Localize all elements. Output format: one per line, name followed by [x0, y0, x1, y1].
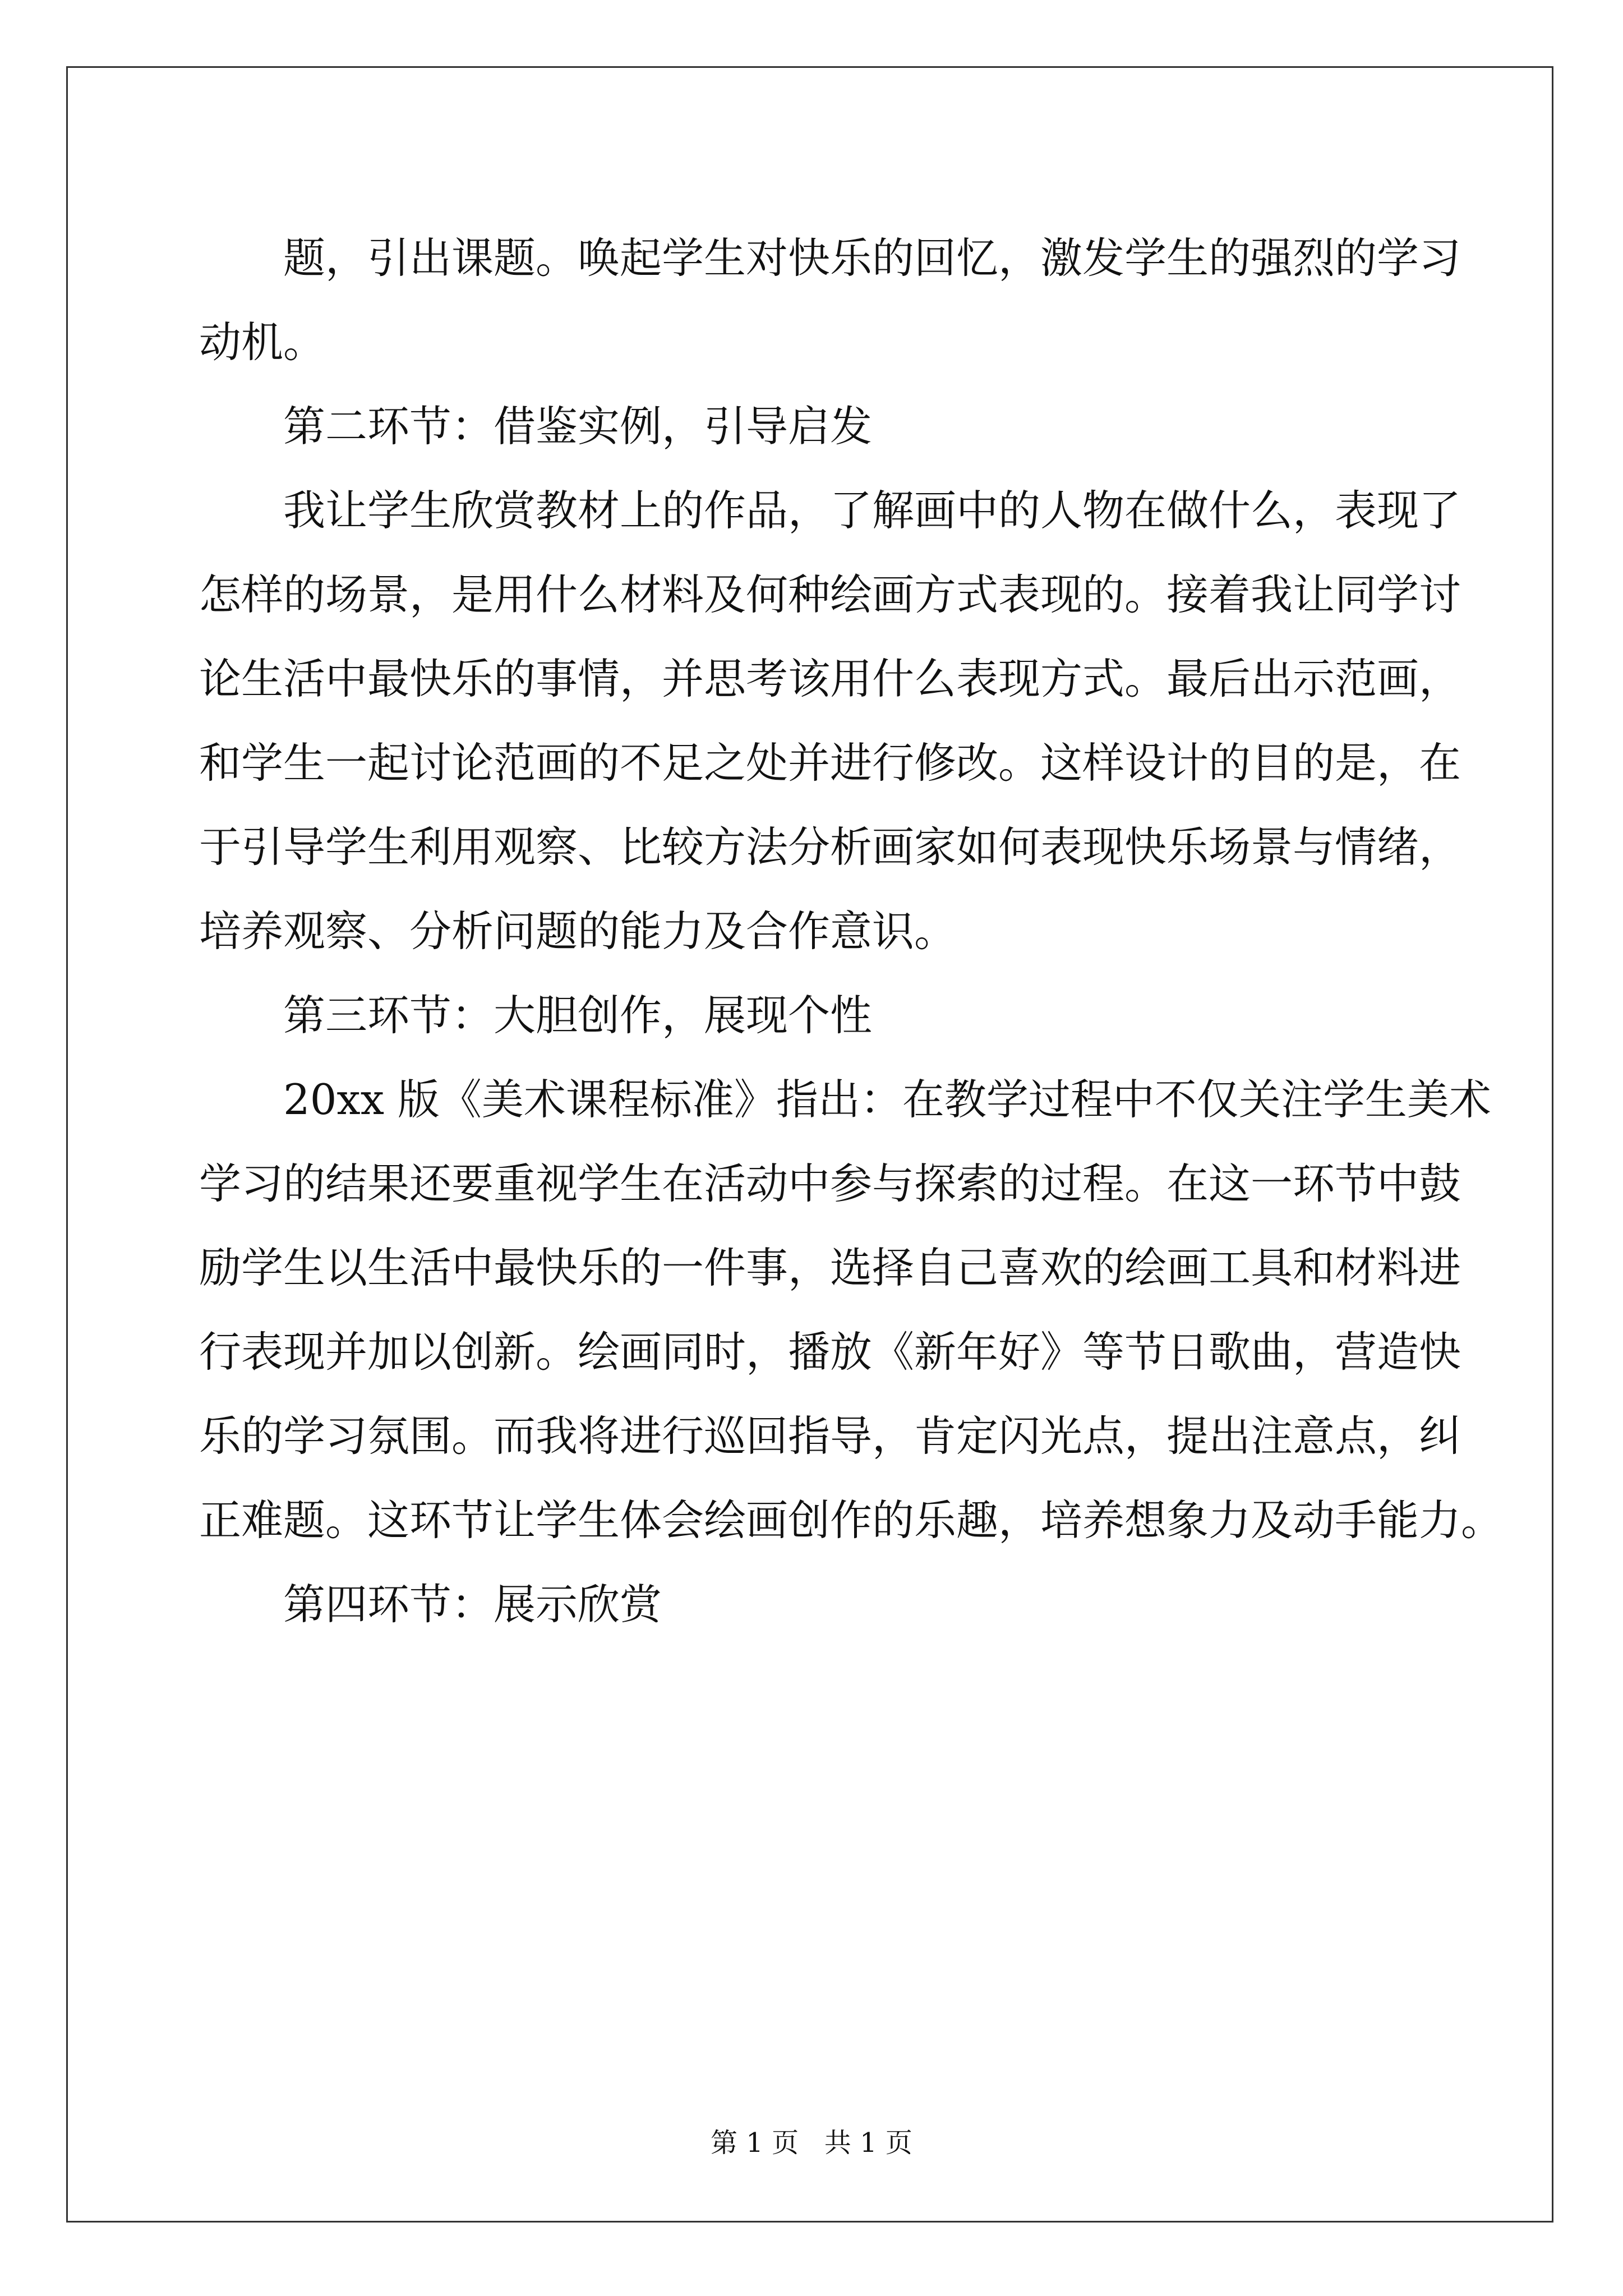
text-line: 怎样的场景，是用什么材料及何种绘画方式表现的。接着我让同学讨	[199, 570, 1461, 619]
page-number: 第 1 页 共 1 页	[711, 2127, 912, 2159]
text-line: 正难题。这环节让学生体会绘画创作的乐趣，培养想象力及动手能力。	[199, 1496, 1504, 1545]
section-heading: 第二环节：借鉴实例，引导启发	[283, 402, 873, 451]
document-body	[199, 216, 1504, 1646]
text-line: 励学生以生活中最快乐的一件事，选择自己喜欢的绘画工具和材料进	[199, 1243, 1461, 1292]
section-heading: 第三环节：大胆创作，展现个性	[283, 991, 873, 1040]
text-line: 乐的学习氛围。而我将进行巡回指导，肯定闪光点，提出注意点，纠	[199, 1411, 1461, 1461]
text-line: 行表现并加以创新。绘画同时，播放《新年好》等节日歌曲，营造快	[199, 1327, 1461, 1377]
page-footer	[0, 2126, 1623, 2160]
text-line: 学习的结果还要重视学生在活动中参与探索的过程。在这一环节中鼓	[199, 1159, 1461, 1208]
text-line: 20xx 版《美术课程标准》指出：在教学过程中不仅关注学生美术	[283, 1075, 1491, 1124]
text-line: 动机。	[199, 318, 326, 367]
text-line: 培养观察、分析问题的能力及合作意识。	[199, 907, 957, 956]
text-line: 于引导学生利用观察、比较方法分析画家如何表现快乐场景与情绪，	[199, 822, 1461, 872]
text-line: 题，引出课题。唤起学生对快乐的回忆，激发学生的强烈的学习	[283, 233, 1461, 283]
section-heading: 第四环节：展示欣赏	[283, 1580, 662, 1629]
text-line: 我让学生欣赏教材上的作品，了解画中的人物在做什么，表现了	[283, 486, 1461, 535]
text-line: 和学生一起讨论范画的不足之处并进行修改。这样设计的目的是，在	[199, 738, 1461, 788]
text-line: 论生活中最快乐的事情，并思考该用什么表现方式。最后出示范画，	[199, 654, 1461, 703]
